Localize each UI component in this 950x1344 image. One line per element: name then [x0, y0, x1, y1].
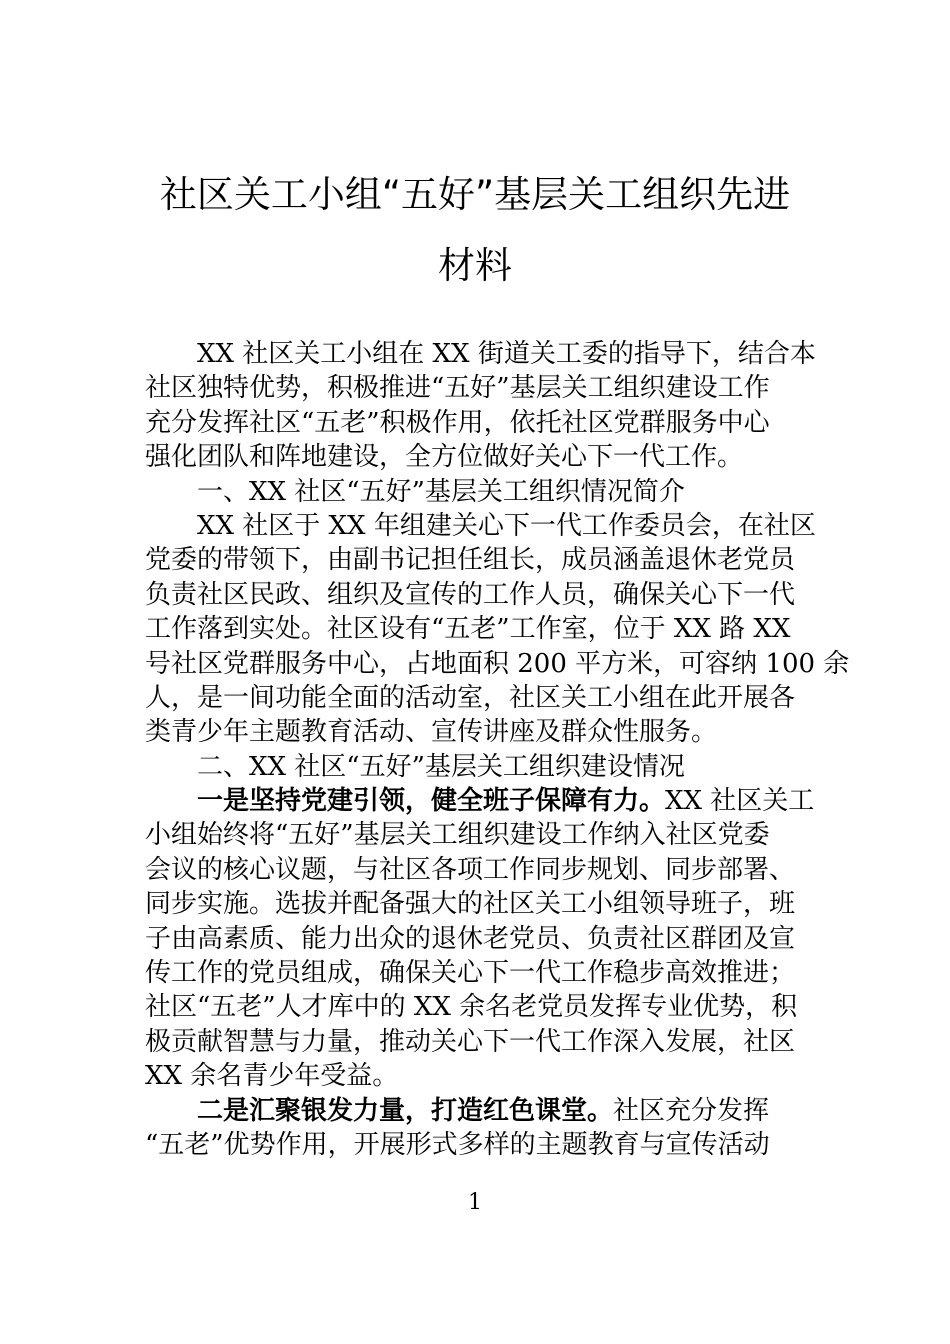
page-title-continued: 材料	[438, 244, 512, 287]
bold-lead-in: 二是汇聚银发力量，打造红色课堂。	[197, 1095, 614, 1126]
paragraph-line: 社区独特优势，积极推进“五好”基层关工组织建设工作	[145, 373, 770, 404]
paragraph-line: 社区“五老”人才库中的 XX 余名老党员发挥专业优势，积	[145, 992, 798, 1023]
document-body	[145, 337, 850, 1162]
paragraph-line: 小组始终将“五好”基层关工组织建设工作纳入社区党委	[145, 820, 770, 851]
paragraph-line: 子由高素质、能力出众的退休老党员、负责社区群团及宣	[145, 923, 796, 954]
section-heading: 一、XX 社区“五好”基层关工组织情况简介	[197, 476, 685, 507]
paragraph-line: 充分发挥社区“五老”积极作用，依托社区党群服务中心	[145, 407, 770, 438]
paragraph-line: 会议的核心议题，与社区各项工作同步规划、同步部署、	[145, 854, 796, 885]
paragraph-line: 号社区党群服务中心，占地面积 200 平方米，可容纳 100 余	[145, 648, 850, 679]
page-number: 1	[468, 1190, 482, 1215]
paragraph-line: 工作落到实处。社区设有“五老”工作室，位于 XX 路 XX	[145, 614, 791, 645]
paragraph-line	[145, 784, 815, 818]
page-title: 社区关工小组“五好”基层关工组织先进	[159, 173, 791, 216]
paragraph-line: “五老”优势作用，开展形式多样的主题教育与宣传活动	[145, 1129, 770, 1160]
paragraph-line: 强化团队和阵地建设，全方位做好关心下一代工作。	[145, 442, 744, 473]
paragraph-text: XX 社区关工	[665, 786, 815, 817]
paragraph-line: XX 社区于 XX 年组建关心下一代工作委员会，在社区	[197, 510, 816, 541]
paragraph-line	[145, 1094, 815, 1128]
paragraph-line: 人，是一间功能全面的活动室，社区关工小组在此开展各	[145, 682, 796, 713]
paragraph-line: XX 余名青少年受益。	[145, 1061, 399, 1092]
paragraph-line: 党委的带领下，由副书记担任组长，成员涵盖退休老党员	[145, 545, 796, 576]
paragraph-line: 极贡献智慧与力量，推动关心下一代工作深入发展，社区	[145, 1026, 796, 1057]
section-heading: 二、XX 社区“五好”基层关工组织建设情况	[197, 751, 685, 782]
bold-lead-in: 一是坚持党建引领，健全班子保障有力。	[197, 786, 666, 817]
paragraph-line: 类青少年主题教育活动、宣传讲座及群众性服务。	[145, 717, 718, 748]
paragraph-line: XX 社区关工小组在 XX 街道关工委的指导下，结合本	[197, 339, 816, 369]
paragraph-line: 负责社区民政、组织及宣传的工作人员，确保关心下一代	[145, 579, 796, 610]
paragraph-line: 同步实施。选拔并配备强大的社区关工小组领导班子，班	[145, 889, 796, 920]
paragraph-text: 社区充分发挥	[613, 1095, 770, 1126]
paragraph-line: 传工作的党员组成，确保关心下一代工作稳步高效推进；	[145, 958, 796, 989]
